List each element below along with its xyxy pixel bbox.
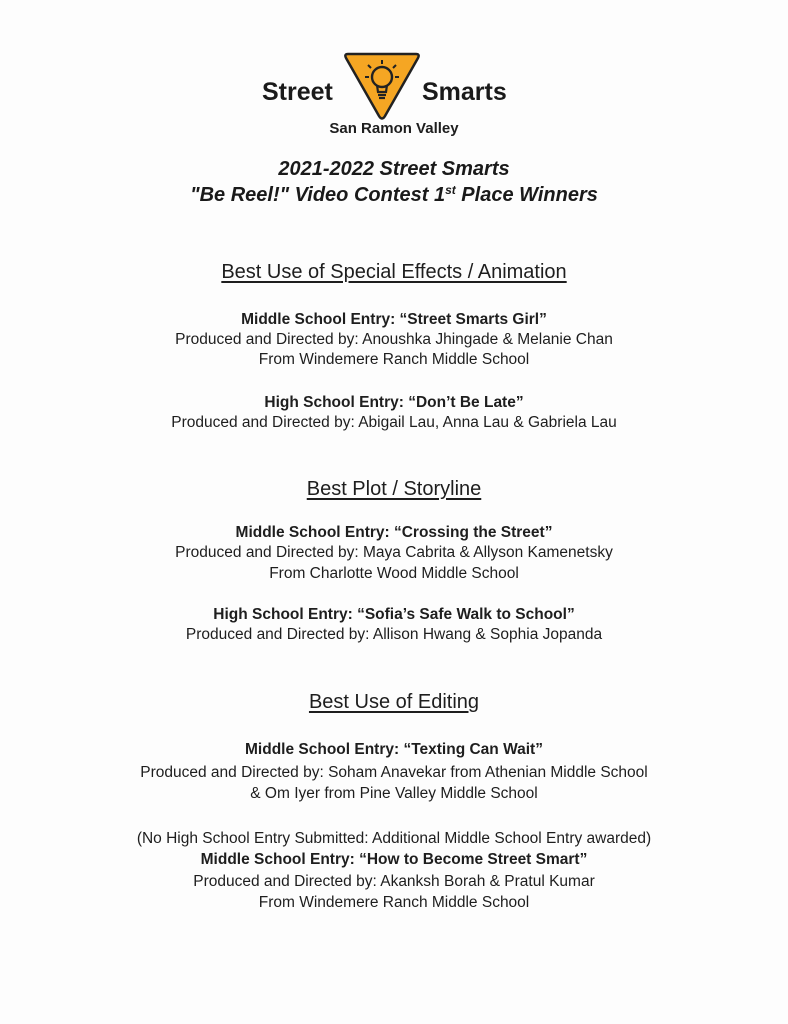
entry-credit-line: Produced and Directed by: Abigail Lau, Anna Lau & Gabriela Lau <box>171 414 617 431</box>
organization-name: San Ramon Valley <box>329 120 459 137</box>
lightbulb-triangle-icon <box>342 48 422 122</box>
entry-credit-line: Produced and Directed by: Soham Anavekar from Athenian Middle School <box>140 764 648 781</box>
entry-credit-line: Produced and Directed by: Maya Cabrita & Allyson Kamenetsky <box>175 544 613 561</box>
section-heading-editing: Best Use of Editing <box>308 691 480 713</box>
entry-school-line: From Charlotte Wood Middle School <box>269 565 519 582</box>
entry-title: Middle School Entry: “Street Smarts Girl” <box>241 311 547 328</box>
logo-word-street: Street <box>262 78 333 106</box>
entry-credit-line: Produced and Directed by: Allison Hwang & Sophia Jopanda <box>185 626 603 643</box>
logo-word-smarts: Smarts <box>422 78 507 106</box>
street-smarts-logo <box>262 48 524 124</box>
entry-school-line: From Windemere Ranch Middle School <box>258 351 530 368</box>
page-title-line-2 <box>0 182 788 208</box>
entry-school-line: From Windemere Ranch Middle School <box>258 894 530 911</box>
entry-credit-line-continued: & Om Iyer from Pine Valley Middle School <box>250 785 538 802</box>
section-heading-special-effects: Best Use of Special Effects / Animation <box>221 261 567 283</box>
title-line-2-suffix: Place Winners <box>455 184 598 206</box>
title-ordinal-suffix: st <box>445 183 456 197</box>
entry-title: Middle School Entry: “Crossing the Street” <box>235 524 553 541</box>
entry-credit-line: Produced and Directed by: Akanksh Borah & Pratul Kumar <box>193 873 595 890</box>
entry-credit-line: Produced and Directed by: Anoushka Jhingade & Melanie Chan <box>175 331 613 348</box>
entry-title: High School Entry: “Sofia’s Safe Walk to School” <box>213 606 575 623</box>
title-line-2-prefix: "Be Reel!" Video Contest 1 <box>190 184 446 206</box>
entry-title: Middle School Entry: “Texting Can Wait” <box>245 741 543 758</box>
section-heading-plot-storyline: Best Plot / Storyline <box>306 478 482 500</box>
entry-title: Middle School Entry: “How to Become Street Smart” <box>200 851 588 868</box>
page-title-line-1: 2021-2022 Street Smarts <box>278 158 510 180</box>
entry-title: High School Entry: “Don’t Be Late” <box>264 394 524 411</box>
entry-note: (No High School Entry Submitted: Additional Middle School Entry awarded) <box>136 830 652 847</box>
